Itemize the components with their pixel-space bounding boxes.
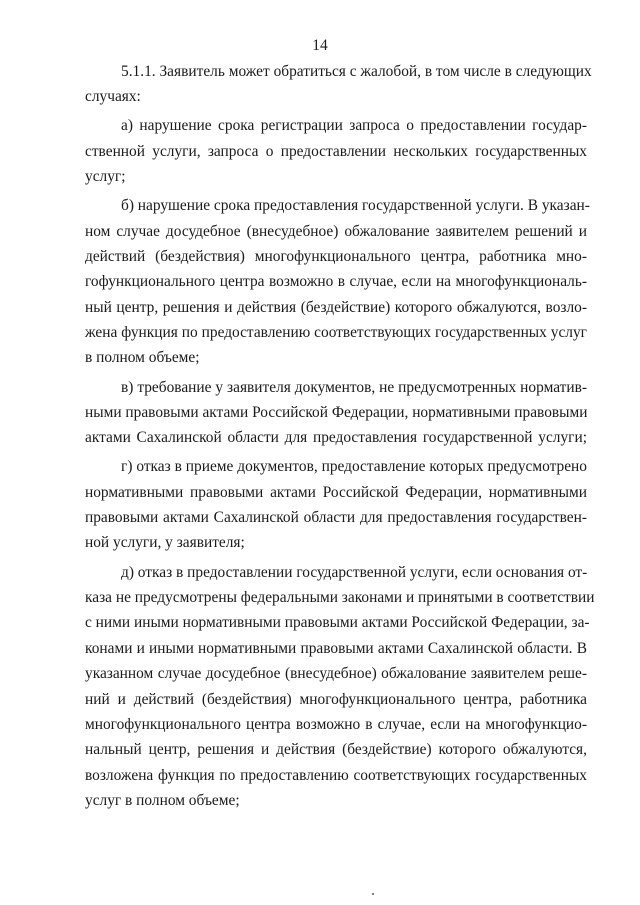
page-number: 14 — [312, 37, 328, 54]
text-line: конами и иными нормативными правовыми актами Сахалинской области. В — [85, 640, 587, 657]
text-line: 5.1.1. Заявитель может обратиться с жалобой, в том числе в следующих — [121, 63, 592, 80]
text-line: а) нарушение срока регистрации запроса о предоставлении государ- — [121, 117, 587, 134]
text-line: жена функция по предоставлению соответствующих государственных услуг — [85, 324, 587, 341]
text-line: ном случае досудебное (внесудебное) обжалование заявителем решений и — [85, 223, 587, 240]
text-line: в) требование у заявителя документов, не предусмотренных норматив- — [121, 379, 587, 396]
text-line: многофункционального центра возможно в случае, если на многофункцио- — [85, 716, 587, 733]
text-line: нормативными правовыми актами Российской Федерации, нормативными — [85, 484, 587, 501]
scan-speck — [372, 893, 374, 895]
text-line: указанном случае досудебное (внесудебное) обжалование заявителем реше- — [85, 665, 587, 682]
text-line: случаях: — [85, 88, 141, 105]
text-line: г) отказ в приеме документов, предоставление которых предусмотрено — [121, 458, 587, 475]
text-line: актами Сахалинской области для предоставления государственной услуги; — [85, 429, 587, 446]
text-line: ний и действий (бездействия) многофункционального центра, работника — [85, 691, 587, 708]
text-line: ный центр, решения и действия (бездействие) которого обжалуются, возло- — [85, 299, 587, 316]
text-line: каза не предусмотрены федеральными законами и принятыми в соответствии — [85, 589, 595, 606]
text-line: услуг; — [85, 168, 126, 185]
text-line: в полном объеме; — [85, 349, 200, 366]
text-line: д) отказ в предоставлении государственной услуги, если основания от- — [121, 564, 588, 581]
text-line: ственной услуги, запроса о предоставлении нескольких государственных — [85, 143, 587, 160]
text-line: правовыми актами Сахалинской области для предоставления государствен- — [85, 509, 587, 526]
text-line: ными правовыми актами Российской Федерации, нормативными правовыми — [85, 404, 588, 421]
text-line: действий (бездействия) многофункционального центра, работника мно- — [85, 248, 587, 265]
text-line: с ними иными нормативными правовыми актами Российской Федерации, за- — [85, 614, 590, 631]
text-line: б) нарушение срока предоставления государственной услуги. В указан- — [121, 197, 590, 214]
text-line: услуг в полном объеме; — [85, 792, 240, 809]
text-line: возложена функция по предоставлению соответствующих государственных — [85, 767, 587, 784]
text-line: ной услуги, у заявителя; — [85, 534, 245, 551]
text-line: нальный центр, решения и действия (бездействие) которого обжалуются, — [85, 741, 587, 758]
text-line: гофункционального центра возможно в случае, если на многофункциональ- — [85, 273, 587, 290]
